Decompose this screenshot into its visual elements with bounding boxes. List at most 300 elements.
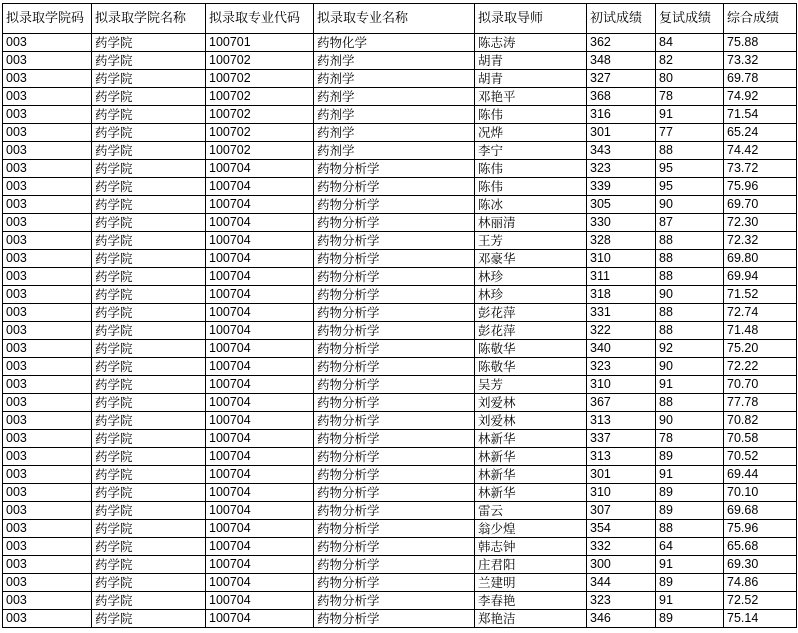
college-name-cell: 药学院 — [92, 52, 206, 70]
table-row — [3, 502, 797, 520]
reexam-score-cell: 90 — [656, 412, 724, 430]
college-name-cell: 药学院 — [92, 160, 206, 178]
reexam-score-cell: 90 — [656, 358, 724, 376]
total-score-cell: 70.70 — [724, 376, 797, 394]
preliminary-score-cell: 331 — [587, 304, 656, 322]
preliminary-score-cell: 305 — [587, 196, 656, 214]
preliminary-score-cell: 340 — [587, 340, 656, 358]
preliminary-score-cell: 368 — [587, 88, 656, 106]
total-score-cell: 69.44 — [724, 466, 797, 484]
reexam-score-cell: 95 — [656, 178, 724, 196]
supervisor-cell: 李宁 — [475, 142, 587, 160]
table-row — [3, 52, 797, 70]
total-score-cell: 69.70 — [724, 196, 797, 214]
college-name-cell: 药学院 — [92, 358, 206, 376]
preliminary-score-cell: 348 — [587, 52, 656, 70]
college-code-cell: 003 — [3, 214, 92, 232]
total-score-cell: 65.24 — [724, 124, 797, 142]
major-name-cell: 药物分析学 — [314, 466, 475, 484]
college-code-cell: 003 — [3, 520, 92, 538]
preliminary-score-cell: 301 — [587, 466, 656, 484]
major-code-cell: 100702 — [206, 142, 314, 160]
preliminary-score-cell: 318 — [587, 286, 656, 304]
total-score-cell: 70.82 — [724, 412, 797, 430]
reexam-score-cell: 91 — [656, 592, 724, 610]
college-name-cell: 药学院 — [92, 232, 206, 250]
reexam-score-cell: 88 — [656, 142, 724, 160]
reexam-score-cell: 88 — [656, 322, 724, 340]
reexam-score-cell: 91 — [656, 376, 724, 394]
college-name-header: 拟录取学院名称 — [92, 4, 206, 34]
college-code-cell: 003 — [3, 88, 92, 106]
supervisor-cell: 陈伟 — [475, 178, 587, 196]
total-score-cell: 71.48 — [724, 322, 797, 340]
table-row — [3, 322, 797, 340]
major-name-cell: 药物分析学 — [314, 358, 475, 376]
preliminary-score-cell: 310 — [587, 484, 656, 502]
preliminary-score-cell: 323 — [587, 358, 656, 376]
supervisor-cell: 胡青 — [475, 70, 587, 88]
college-name-cell: 药学院 — [92, 466, 206, 484]
major-code-cell: 100704 — [206, 196, 314, 214]
table-row — [3, 142, 797, 160]
table-row — [3, 106, 797, 124]
total-score-cell: 69.30 — [724, 556, 797, 574]
college-name-cell: 药学院 — [92, 412, 206, 430]
supervisor-cell: 彭花萍 — [475, 322, 587, 340]
college-code-cell: 003 — [3, 466, 92, 484]
preliminary-score-cell: 362 — [587, 34, 656, 52]
table-row — [3, 574, 797, 592]
total-score-cell: 72.52 — [724, 592, 797, 610]
major-code-cell: 100704 — [206, 304, 314, 322]
table-row — [3, 448, 797, 466]
major-name-cell: 药物分析学 — [314, 232, 475, 250]
table-row — [3, 430, 797, 448]
college-name-cell: 药学院 — [92, 340, 206, 358]
supervisor-cell: 林新华 — [475, 448, 587, 466]
reexam-score-cell: 88 — [656, 250, 724, 268]
reexam-score-cell: 82 — [656, 52, 724, 70]
preliminary-score-cell: 310 — [587, 250, 656, 268]
table-row — [3, 304, 797, 322]
reexam-score-cell: 90 — [656, 196, 724, 214]
major-code-cell: 100704 — [206, 574, 314, 592]
college-code-cell: 003 — [3, 196, 92, 214]
supervisor-cell: 翁少煌 — [475, 520, 587, 538]
college-code-cell: 003 — [3, 232, 92, 250]
college-name-cell: 药学院 — [92, 142, 206, 160]
major-name-cell: 药物分析学 — [314, 394, 475, 412]
college-name-cell: 药学院 — [92, 214, 206, 232]
college-name-cell: 药学院 — [92, 376, 206, 394]
major-name-cell: 药物分析学 — [314, 412, 475, 430]
college-code-cell: 003 — [3, 322, 92, 340]
supervisor-cell: 邓艳平 — [475, 88, 587, 106]
total-score-cell: 72.30 — [724, 214, 797, 232]
major-code-cell: 100704 — [206, 250, 314, 268]
college-name-cell: 药学院 — [92, 430, 206, 448]
college-code-cell: 003 — [3, 376, 92, 394]
college-code-cell: 003 — [3, 412, 92, 430]
total-score-cell: 74.86 — [724, 574, 797, 592]
college-name-cell: 药学院 — [92, 556, 206, 574]
major-code-cell: 100704 — [206, 592, 314, 610]
major-name-cell: 药物分析学 — [314, 610, 475, 628]
college-code-header: 拟录取学院码 — [3, 4, 92, 34]
preliminary-score-cell: 330 — [587, 214, 656, 232]
college-code-cell: 003 — [3, 394, 92, 412]
total-score-cell: 69.94 — [724, 268, 797, 286]
supervisor-cell: 陈伟 — [475, 106, 587, 124]
reexam-score-header: 复试成绩 — [656, 4, 724, 34]
college-code-cell: 003 — [3, 358, 92, 376]
table-row — [3, 160, 797, 178]
college-code-cell: 003 — [3, 124, 92, 142]
major-name-cell: 药物分析学 — [314, 376, 475, 394]
preliminary-score-cell: 354 — [587, 520, 656, 538]
total-score-cell: 73.72 — [724, 160, 797, 178]
major-name-cell: 药物分析学 — [314, 520, 475, 538]
reexam-score-cell: 95 — [656, 160, 724, 178]
reexam-score-cell: 89 — [656, 484, 724, 502]
total-score-cell: 70.58 — [724, 430, 797, 448]
preliminary-score-header: 初试成绩 — [587, 4, 656, 34]
supervisor-cell: 林新华 — [475, 430, 587, 448]
total-score-cell: 72.22 — [724, 358, 797, 376]
college-name-cell: 药学院 — [92, 538, 206, 556]
major-name-cell: 药物分析学 — [314, 214, 475, 232]
total-score-cell: 75.14 — [724, 610, 797, 628]
preliminary-score-cell: 323 — [587, 160, 656, 178]
major-code-cell: 100702 — [206, 106, 314, 124]
reexam-score-cell: 91 — [656, 556, 724, 574]
major-code-cell: 100704 — [206, 232, 314, 250]
major-code-cell: 100702 — [206, 70, 314, 88]
college-name-cell: 药学院 — [92, 502, 206, 520]
college-name-cell: 药学院 — [92, 34, 206, 52]
reexam-score-cell: 88 — [656, 520, 724, 538]
preliminary-score-cell: 300 — [587, 556, 656, 574]
college-code-cell: 003 — [3, 34, 92, 52]
major-code-cell: 100704 — [206, 286, 314, 304]
major-code-cell: 100702 — [206, 124, 314, 142]
college-name-cell: 药学院 — [92, 124, 206, 142]
major-code-cell: 100704 — [206, 322, 314, 340]
preliminary-score-cell: 367 — [587, 394, 656, 412]
reexam-score-cell: 88 — [656, 232, 724, 250]
college-code-cell: 003 — [3, 70, 92, 88]
reexam-score-cell: 89 — [656, 448, 724, 466]
table-row — [3, 466, 797, 484]
college-code-cell: 003 — [3, 160, 92, 178]
major-code-cell: 100704 — [206, 178, 314, 196]
supervisor-cell: 邓豪华 — [475, 250, 587, 268]
supervisor-cell: 陈志涛 — [475, 34, 587, 52]
supervisor-cell: 彭花萍 — [475, 304, 587, 322]
college-code-cell: 003 — [3, 304, 92, 322]
reexam-score-cell: 88 — [656, 304, 724, 322]
preliminary-score-cell: 344 — [587, 574, 656, 592]
preliminary-score-cell: 316 — [587, 106, 656, 124]
supervisor-cell: 郑艳洁 — [475, 610, 587, 628]
total-score-cell: 70.52 — [724, 448, 797, 466]
supervisor-cell: 陈冰 — [475, 196, 587, 214]
major-name-header: 拟录取专业名称 — [314, 4, 475, 34]
major-name-cell: 药物分析学 — [314, 538, 475, 556]
total-score-cell: 75.96 — [724, 520, 797, 538]
total-score-cell: 75.96 — [724, 178, 797, 196]
major-name-cell: 药剂学 — [314, 52, 475, 70]
college-code-cell: 003 — [3, 610, 92, 628]
preliminary-score-cell: 332 — [587, 538, 656, 556]
college-code-cell: 003 — [3, 574, 92, 592]
preliminary-score-cell: 313 — [587, 448, 656, 466]
supervisor-cell: 陈伟 — [475, 160, 587, 178]
major-name-cell: 药剂学 — [314, 142, 475, 160]
college-name-cell: 药学院 — [92, 70, 206, 88]
table-row — [3, 88, 797, 106]
reexam-score-cell: 92 — [656, 340, 724, 358]
preliminary-score-cell: 307 — [587, 502, 656, 520]
college-name-cell: 药学院 — [92, 88, 206, 106]
supervisor-cell: 王芳 — [475, 232, 587, 250]
major-code-cell: 100704 — [206, 610, 314, 628]
college-name-cell: 药学院 — [92, 178, 206, 196]
reexam-score-cell: 90 — [656, 286, 724, 304]
reexam-score-cell: 80 — [656, 70, 724, 88]
major-code-cell: 100704 — [206, 394, 314, 412]
major-code-cell: 100704 — [206, 502, 314, 520]
major-name-cell: 药物分析学 — [314, 502, 475, 520]
major-code-cell: 100704 — [206, 214, 314, 232]
major-code-cell: 100704 — [206, 340, 314, 358]
table-header — [3, 4, 797, 34]
supervisor-cell: 况烨 — [475, 124, 587, 142]
total-score-cell: 70.10 — [724, 484, 797, 502]
major-code-cell: 100704 — [206, 484, 314, 502]
major-name-cell: 药物分析学 — [314, 340, 475, 358]
total-score-cell: 74.92 — [724, 88, 797, 106]
major-code-cell: 100704 — [206, 556, 314, 574]
table-row — [3, 340, 797, 358]
total-score-cell: 69.80 — [724, 250, 797, 268]
supervisor-cell: 兰建明 — [475, 574, 587, 592]
total-score-cell: 74.42 — [724, 142, 797, 160]
reexam-score-cell: 88 — [656, 268, 724, 286]
table-row — [3, 178, 797, 196]
major-name-cell: 药物分析学 — [314, 574, 475, 592]
table-row — [3, 592, 797, 610]
major-name-cell: 药物分析学 — [314, 268, 475, 286]
reexam-score-cell: 78 — [656, 88, 724, 106]
reexam-score-cell: 89 — [656, 610, 724, 628]
supervisor-cell: 陈敬华 — [475, 358, 587, 376]
major-code-header: 拟录取专业代码 — [206, 4, 314, 34]
college-name-cell: 药学院 — [92, 286, 206, 304]
college-name-cell: 药学院 — [92, 106, 206, 124]
major-code-cell: 100704 — [206, 466, 314, 484]
college-code-cell: 003 — [3, 142, 92, 160]
college-name-cell: 药学院 — [92, 304, 206, 322]
preliminary-score-cell: 301 — [587, 124, 656, 142]
supervisor-cell: 林新华 — [475, 466, 587, 484]
reexam-score-cell: 77 — [656, 124, 724, 142]
preliminary-score-cell: 339 — [587, 178, 656, 196]
college-name-cell: 药学院 — [92, 520, 206, 538]
preliminary-score-cell: 322 — [587, 322, 656, 340]
major-name-cell: 药物分析学 — [314, 178, 475, 196]
major-name-cell: 药物分析学 — [314, 322, 475, 340]
table-row — [3, 412, 797, 430]
reexam-score-cell: 88 — [656, 394, 724, 412]
table-row — [3, 214, 797, 232]
total-score-cell: 69.78 — [724, 70, 797, 88]
table-row — [3, 538, 797, 556]
table-row — [3, 520, 797, 538]
total-score-cell: 71.52 — [724, 286, 797, 304]
major-code-cell: 100704 — [206, 430, 314, 448]
reexam-score-cell: 89 — [656, 502, 724, 520]
college-code-cell: 003 — [3, 430, 92, 448]
major-code-cell: 100704 — [206, 448, 314, 466]
college-code-cell: 003 — [3, 340, 92, 358]
supervisor-cell: 雷云 — [475, 502, 587, 520]
major-code-cell: 100704 — [206, 538, 314, 556]
college-code-cell: 003 — [3, 52, 92, 70]
college-name-cell: 药学院 — [92, 484, 206, 502]
table-row — [3, 286, 797, 304]
reexam-score-cell: 89 — [656, 574, 724, 592]
preliminary-score-cell: 313 — [587, 412, 656, 430]
preliminary-score-cell: 323 — [587, 592, 656, 610]
admission-table — [2, 3, 797, 628]
supervisor-cell: 林珍 — [475, 286, 587, 304]
college-code-cell: 003 — [3, 448, 92, 466]
table-row — [3, 376, 797, 394]
supervisor-cell: 林新华 — [475, 484, 587, 502]
supervisor-cell: 林珍 — [475, 268, 587, 286]
college-name-cell: 药学院 — [92, 196, 206, 214]
total-score-cell: 73.32 — [724, 52, 797, 70]
college-code-cell: 003 — [3, 286, 92, 304]
total-score-cell: 77.78 — [724, 394, 797, 412]
major-name-cell: 药物分析学 — [314, 304, 475, 322]
total-score-cell: 72.74 — [724, 304, 797, 322]
preliminary-score-cell: 311 — [587, 268, 656, 286]
major-name-cell: 药物分析学 — [314, 556, 475, 574]
total-score-cell: 65.68 — [724, 538, 797, 556]
major-code-cell: 100704 — [206, 520, 314, 538]
supervisor-cell: 吴芳 — [475, 376, 587, 394]
major-name-cell: 药物分析学 — [314, 448, 475, 466]
college-name-cell: 药学院 — [92, 592, 206, 610]
college-code-cell: 003 — [3, 106, 92, 124]
reexam-score-cell: 84 — [656, 34, 724, 52]
supervisor-cell: 胡青 — [475, 52, 587, 70]
college-code-cell: 003 — [3, 484, 92, 502]
supervisor-cell: 刘爱林 — [475, 412, 587, 430]
table-row — [3, 556, 797, 574]
major-name-cell: 药物分析学 — [314, 286, 475, 304]
table-row — [3, 196, 797, 214]
header-row — [3, 4, 797, 34]
supervisor-cell: 林丽清 — [475, 214, 587, 232]
major-name-cell: 药物分析学 — [314, 430, 475, 448]
major-code-cell: 100704 — [206, 412, 314, 430]
supervisor-cell: 李春艳 — [475, 592, 587, 610]
table-row — [3, 610, 797, 628]
college-code-cell: 003 — [3, 592, 92, 610]
college-name-cell: 药学院 — [92, 394, 206, 412]
preliminary-score-cell: 327 — [587, 70, 656, 88]
supervisor-cell: 韩志钟 — [475, 538, 587, 556]
major-code-cell: 100704 — [206, 376, 314, 394]
major-name-cell: 药物分析学 — [314, 160, 475, 178]
reexam-score-cell: 91 — [656, 106, 724, 124]
major-name-cell: 药物分析学 — [314, 250, 475, 268]
major-name-cell: 药剂学 — [314, 70, 475, 88]
major-name-cell: 药物分析学 — [314, 592, 475, 610]
table-row — [3, 484, 797, 502]
supervisor-cell: 刘爱林 — [475, 394, 587, 412]
reexam-score-cell: 64 — [656, 538, 724, 556]
reexam-score-cell: 78 — [656, 430, 724, 448]
college-code-cell: 003 — [3, 538, 92, 556]
table-row — [3, 34, 797, 52]
total-score-header: 综合成绩 — [724, 4, 797, 34]
table-row — [3, 268, 797, 286]
table-row — [3, 70, 797, 88]
major-name-cell: 药剂学 — [314, 124, 475, 142]
college-code-cell: 003 — [3, 250, 92, 268]
college-name-cell: 药学院 — [92, 448, 206, 466]
preliminary-score-cell: 343 — [587, 142, 656, 160]
college-name-cell: 药学院 — [92, 610, 206, 628]
college-code-cell: 003 — [3, 502, 92, 520]
total-score-cell: 69.68 — [724, 502, 797, 520]
preliminary-score-cell: 328 — [587, 232, 656, 250]
major-name-cell: 药物分析学 — [314, 196, 475, 214]
college-code-cell: 003 — [3, 178, 92, 196]
table-row — [3, 394, 797, 412]
preliminary-score-cell: 310 — [587, 376, 656, 394]
major-code-cell: 100704 — [206, 268, 314, 286]
major-name-cell: 药剂学 — [314, 106, 475, 124]
table-row — [3, 358, 797, 376]
major-name-cell: 药剂学 — [314, 88, 475, 106]
preliminary-score-cell: 346 — [587, 610, 656, 628]
major-name-cell: 药物化学 — [314, 34, 475, 52]
college-code-cell: 003 — [3, 268, 92, 286]
table-row — [3, 124, 797, 142]
college-name-cell: 药学院 — [92, 250, 206, 268]
college-code-cell: 003 — [3, 556, 92, 574]
table-row — [3, 250, 797, 268]
supervisor-cell: 庄君阳 — [475, 556, 587, 574]
major-code-cell: 100702 — [206, 52, 314, 70]
major-code-cell: 100704 — [206, 358, 314, 376]
total-score-cell: 75.20 — [724, 340, 797, 358]
reexam-score-cell: 87 — [656, 214, 724, 232]
reexam-score-cell: 91 — [656, 466, 724, 484]
major-code-cell: 100702 — [206, 88, 314, 106]
major-code-cell: 100704 — [206, 160, 314, 178]
preliminary-score-cell: 337 — [587, 430, 656, 448]
college-name-cell: 药学院 — [92, 574, 206, 592]
major-name-cell: 药物分析学 — [314, 484, 475, 502]
supervisor-header: 拟录取导师 — [475, 4, 587, 34]
